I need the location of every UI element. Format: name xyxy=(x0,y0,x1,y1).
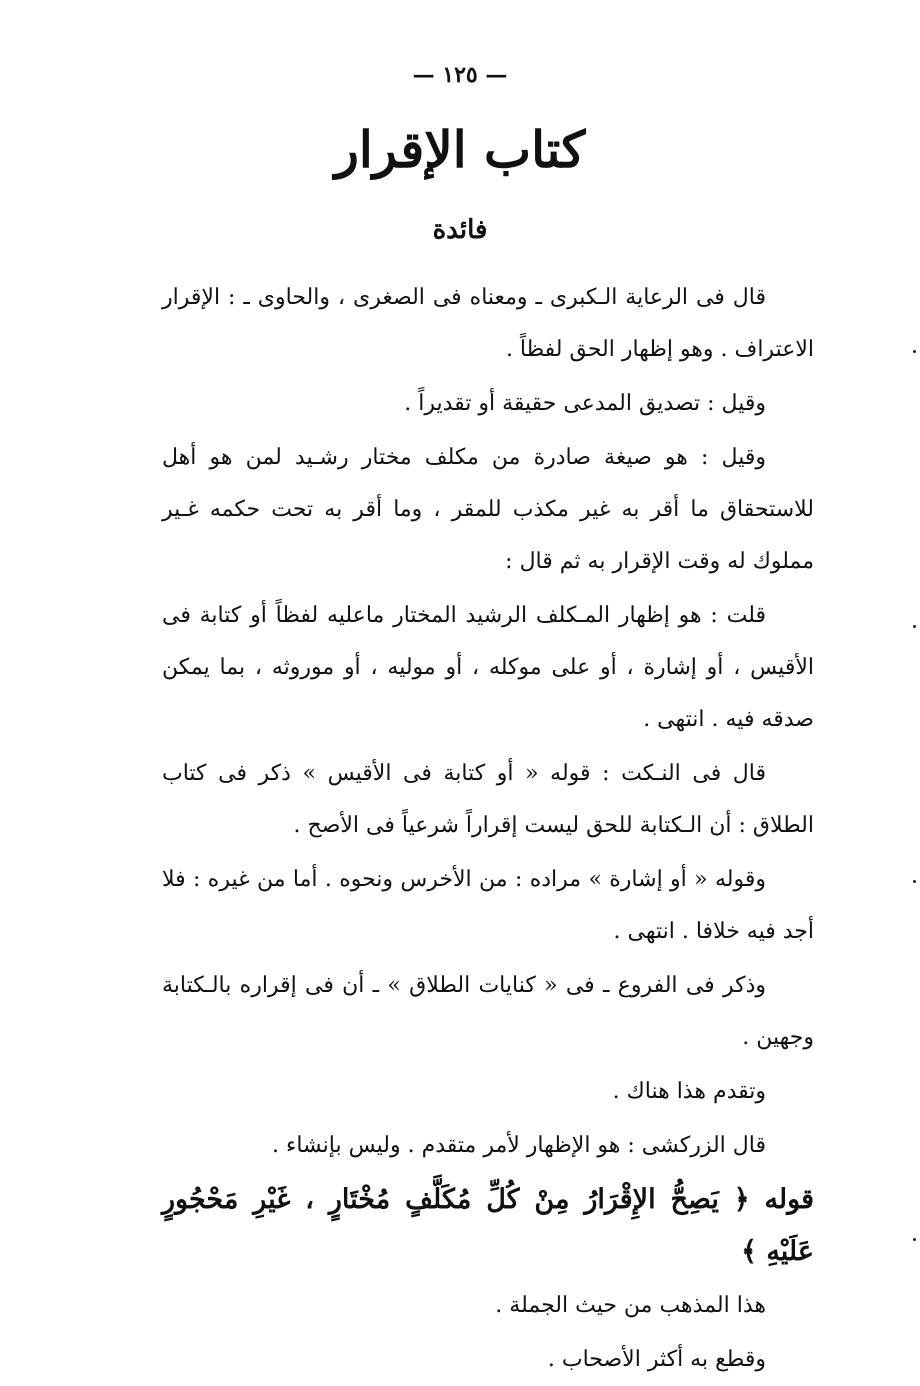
paragraph-3: وقيل : هو صيغة صادرة من مكلف مختار رشـيد لمن هو أهل للاستحقاق ما أقر به غير مكذب للمقر ، وما أقر به تحت حكمه غـير مملوك له وقت الإقرار به ثم قال : xyxy=(162,445,814,574)
page-edge-mark xyxy=(913,625,916,628)
body-text xyxy=(162,272,814,1386)
paragraph-6: وقوله « أو إشارة » مراده : من الأخرس ونحوه . أما من غيره : فلا أجد فيه خلافا . انتهى . xyxy=(162,867,814,944)
paragraph-8: وتقدم هذا هناك . xyxy=(612,1079,766,1104)
page-number: — ١٢٥ — xyxy=(412,62,508,88)
chapter-title: كتاب الإقرار xyxy=(334,120,586,179)
page-edge-mark xyxy=(913,880,916,883)
paragraph-2: وقيل : تصديق المدعى حقيقة أو تقديراً . xyxy=(404,391,766,416)
paragraph-12: وقطع به أكثر الأصحاب . xyxy=(547,1347,766,1372)
paragraph-11: هذا المذهب من حيث الجملة . xyxy=(495,1293,766,1318)
paragraph-9: قال الزركشى : هو الإظهار لأمر متقدم . وليس بإنشاء . xyxy=(272,1133,766,1158)
paragraph-5: قال فى النـكت : قوله « أو كتابة فى الأقيس » ذكر فى كتاب الطلاق : أن الـكتابة للحق ليست إقراراً شرعياً فى الأصح . xyxy=(162,761,814,838)
quoted-text-paragraph: قوله ﴿ يَصِحُّ الإِقْرَارُ مِنْ كُلِّ مُكَلَّفٍ مُخْتَارٍ ، غَيْرِ مَحْجُورٍ عَلَيْهِ ﴾ xyxy=(162,1184,814,1267)
page-edge-mark xyxy=(913,1238,916,1241)
section-heading: فائدة xyxy=(432,215,488,245)
paragraph-1: قال فى الرعاية الـكبرى ـ ومعناه فى الصغرى ، والحاوى ـ : الإقرار الاعتراف . وهو إظهار الحق لفظاً . xyxy=(162,285,814,362)
page-edge-mark xyxy=(913,350,916,353)
paragraph-7: وذكر فى الفروع ـ فى « كنايات الطلاق » ـ أن فى إقراره بالـكتابة وجهين . xyxy=(162,973,814,1050)
paragraph-4: قلت : هو إظهار المـكلف الرشيد المختار ماعليه لفظاً أو كتابة فى الأقيس ، أو إشارة ، أو على موكله ، أو موليه ، أو موروثه ، بما يمكن صدقه فيه . انتهى . xyxy=(162,603,814,732)
